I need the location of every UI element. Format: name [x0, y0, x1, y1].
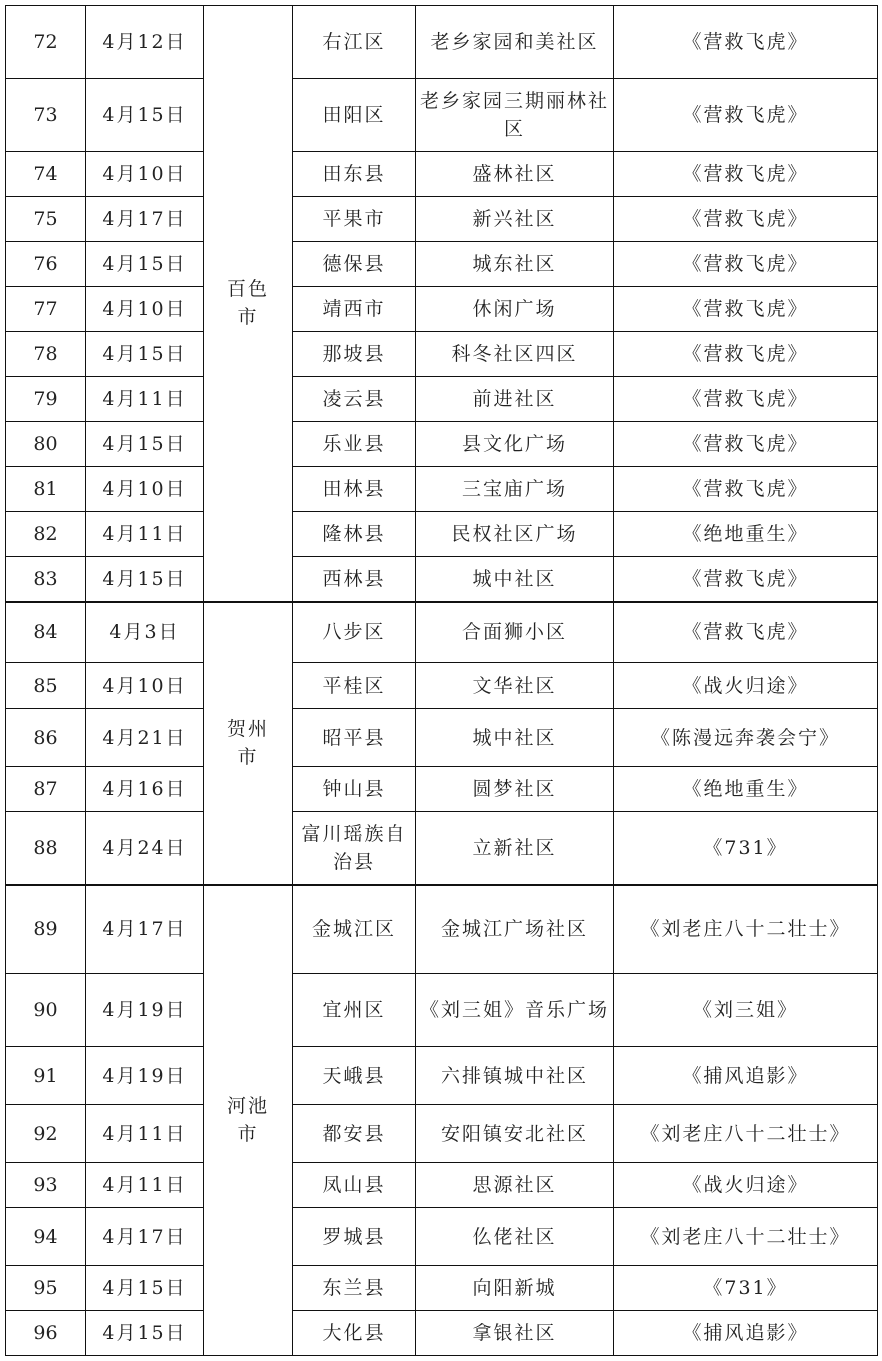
screening-date: 4月11日 — [86, 512, 204, 557]
row-number: 86 — [6, 709, 86, 767]
row-number: 85 — [6, 663, 86, 709]
film-title: 《营救飞虎》 — [614, 557, 878, 602]
district-name: 凤山县 — [293, 1163, 416, 1208]
venue-name: 拿银社区 — [416, 1311, 614, 1356]
row-number: 77 — [6, 287, 86, 332]
row-number: 75 — [6, 197, 86, 242]
row-number: 96 — [6, 1311, 86, 1356]
row-number: 78 — [6, 332, 86, 377]
table-row — [6, 512, 878, 557]
row-number: 93 — [6, 1163, 86, 1208]
venue-name: 《刘三姐》音乐广场 — [416, 974, 614, 1047]
city-cell: 河池市 — [204, 885, 293, 1356]
screening-date: 4月17日 — [86, 197, 204, 242]
district-name: 乐业县 — [293, 422, 416, 467]
venue-name: 民权社区广场 — [416, 512, 614, 557]
row-number: 84 — [6, 602, 86, 663]
district-name: 东兰县 — [293, 1266, 416, 1311]
venue-name: 城东社区 — [416, 242, 614, 287]
district-name: 那坡县 — [293, 332, 416, 377]
row-number: 89 — [6, 885, 86, 974]
screening-date: 4月10日 — [86, 152, 204, 197]
film-title: 《战火归途》 — [614, 663, 878, 709]
venue-name: 金城江广场社区 — [416, 885, 614, 974]
row-number: 91 — [6, 1047, 86, 1105]
district-name: 平果市 — [293, 197, 416, 242]
screening-date: 4月15日 — [86, 242, 204, 287]
venue-name: 老乡家园三期丽林社区 — [416, 79, 614, 152]
table-row — [6, 287, 878, 332]
screening-date: 4月15日 — [86, 557, 204, 602]
film-title: 《战火归途》 — [614, 1163, 878, 1208]
district-name: 大化县 — [293, 1311, 416, 1356]
film-title: 《营救飞虎》 — [614, 287, 878, 332]
venue-name: 仫佬社区 — [416, 1208, 614, 1266]
venue-name: 合面狮小区 — [416, 602, 614, 663]
film-title: 《营救飞虎》 — [614, 422, 878, 467]
venue-name: 安阳镇安北社区 — [416, 1105, 614, 1163]
venue-name: 思源社区 — [416, 1163, 614, 1208]
film-title: 《营救飞虎》 — [614, 377, 878, 422]
table-row — [6, 242, 878, 287]
venue-name: 休闲广场 — [416, 287, 614, 332]
row-number: 73 — [6, 79, 86, 152]
screening-date: 4月21日 — [86, 709, 204, 767]
district-name: 都安县 — [293, 1105, 416, 1163]
table-row — [6, 974, 878, 1047]
film-title: 《营救飞虎》 — [614, 152, 878, 197]
district-name: 宜州区 — [293, 974, 416, 1047]
film-title: 《营救飞虎》 — [614, 467, 878, 512]
film-title: 《营救飞虎》 — [614, 197, 878, 242]
table-row — [6, 6, 878, 79]
table-row — [6, 332, 878, 377]
row-number: 80 — [6, 422, 86, 467]
table-row — [6, 1266, 878, 1311]
film-title: 《刘老庄八十二壮士》 — [614, 885, 878, 974]
row-number: 87 — [6, 767, 86, 812]
venue-name: 县文化广场 — [416, 422, 614, 467]
venue-name: 城中社区 — [416, 709, 614, 767]
film-title: 《刘三姐》 — [614, 974, 878, 1047]
district-name: 右江区 — [293, 6, 416, 79]
screening-date: 4月17日 — [86, 1208, 204, 1266]
district-name: 凌云县 — [293, 377, 416, 422]
film-title: 《营救飞虎》 — [614, 602, 878, 663]
city-cell: 百色市 — [204, 6, 293, 602]
table-row — [6, 557, 878, 602]
venue-name: 文华社区 — [416, 663, 614, 709]
table-row — [6, 767, 878, 812]
district-name: 平桂区 — [293, 663, 416, 709]
row-number: 72 — [6, 6, 86, 79]
district-name: 昭平县 — [293, 709, 416, 767]
table-row — [6, 422, 878, 467]
film-title: 《刘老庄八十二壮士》 — [614, 1208, 878, 1266]
venue-name: 老乡家园和美社区 — [416, 6, 614, 79]
screening-date: 4月15日 — [86, 1311, 204, 1356]
district-name: 田林县 — [293, 467, 416, 512]
screening-date: 4月15日 — [86, 332, 204, 377]
row-number: 76 — [6, 242, 86, 287]
screening-date: 4月10日 — [86, 663, 204, 709]
row-number: 81 — [6, 467, 86, 512]
row-number: 79 — [6, 377, 86, 422]
venue-name: 圆梦社区 — [416, 767, 614, 812]
film-title: 《绝地重生》 — [614, 767, 878, 812]
district-name: 隆林县 — [293, 512, 416, 557]
venue-name: 六排镇城中社区 — [416, 1047, 614, 1105]
table-row — [6, 197, 878, 242]
city-cell: 贺州市 — [204, 602, 293, 885]
film-title: 《营救飞虎》 — [614, 6, 878, 79]
table-row — [6, 812, 878, 885]
venue-name: 盛林社区 — [416, 152, 614, 197]
district-name: 金城江区 — [293, 885, 416, 974]
screening-date: 4月15日 — [86, 1266, 204, 1311]
table-row — [6, 377, 878, 422]
screening-date: 4月15日 — [86, 79, 204, 152]
row-number: 94 — [6, 1208, 86, 1266]
venue-name: 科冬社区四区 — [416, 332, 614, 377]
table-row — [6, 79, 878, 152]
film-title: 《捕风追影》 — [614, 1047, 878, 1105]
venue-name: 三宝庙广场 — [416, 467, 614, 512]
district-name: 西林县 — [293, 557, 416, 602]
film-title: 《陈漫远奔袭会宁》 — [614, 709, 878, 767]
screening-date: 4月19日 — [86, 1047, 204, 1105]
table-row — [6, 709, 878, 767]
district-name: 天峨县 — [293, 1047, 416, 1105]
screening-date: 4月16日 — [86, 767, 204, 812]
row-number: 82 — [6, 512, 86, 557]
film-title: 《营救飞虎》 — [614, 332, 878, 377]
film-title: 《刘老庄八十二壮士》 — [614, 1105, 878, 1163]
table-row — [6, 1163, 878, 1208]
table-row — [6, 1047, 878, 1105]
table-row — [6, 1208, 878, 1266]
district-name: 田东县 — [293, 152, 416, 197]
table-row — [6, 1105, 878, 1163]
row-number: 83 — [6, 557, 86, 602]
venue-name: 前进社区 — [416, 377, 614, 422]
row-number: 95 — [6, 1266, 86, 1311]
table-row — [6, 467, 878, 512]
venue-name: 立新社区 — [416, 812, 614, 885]
district-name: 靖西市 — [293, 287, 416, 332]
film-title: 《营救飞虎》 — [614, 79, 878, 152]
district-name: 罗城县 — [293, 1208, 416, 1266]
venue-name: 新兴社区 — [416, 197, 614, 242]
row-number: 88 — [6, 812, 86, 885]
film-title: 《绝地重生》 — [614, 512, 878, 557]
screening-date: 4月3日 — [86, 602, 204, 663]
screening-date: 4月15日 — [86, 422, 204, 467]
table-body — [6, 6, 878, 1356]
row-number: 90 — [6, 974, 86, 1047]
screening-date: 4月19日 — [86, 974, 204, 1047]
screening-table — [5, 5, 878, 1356]
table-row — [6, 602, 878, 663]
table-row — [6, 663, 878, 709]
row-number: 92 — [6, 1105, 86, 1163]
table-row — [6, 152, 878, 197]
table-row — [6, 885, 878, 974]
district-name: 钟山县 — [293, 767, 416, 812]
screening-date: 4月24日 — [86, 812, 204, 885]
district-name: 德保县 — [293, 242, 416, 287]
film-title: 《731》 — [614, 812, 878, 885]
row-number: 74 — [6, 152, 86, 197]
film-title: 《营救飞虎》 — [614, 242, 878, 287]
district-name: 富川瑶族自治县 — [293, 812, 416, 885]
district-name: 田阳区 — [293, 79, 416, 152]
screening-date: 4月17日 — [86, 885, 204, 974]
film-title: 《731》 — [614, 1266, 878, 1311]
film-title: 《捕风追影》 — [614, 1311, 878, 1356]
venue-name: 城中社区 — [416, 557, 614, 602]
screening-date: 4月10日 — [86, 287, 204, 332]
screening-date: 4月11日 — [86, 1163, 204, 1208]
screening-date: 4月11日 — [86, 377, 204, 422]
venue-name: 向阳新城 — [416, 1266, 614, 1311]
table-row — [6, 1311, 878, 1356]
screening-date: 4月10日 — [86, 467, 204, 512]
screening-date: 4月11日 — [86, 1105, 204, 1163]
screening-date: 4月12日 — [86, 6, 204, 79]
district-name: 八步区 — [293, 602, 416, 663]
